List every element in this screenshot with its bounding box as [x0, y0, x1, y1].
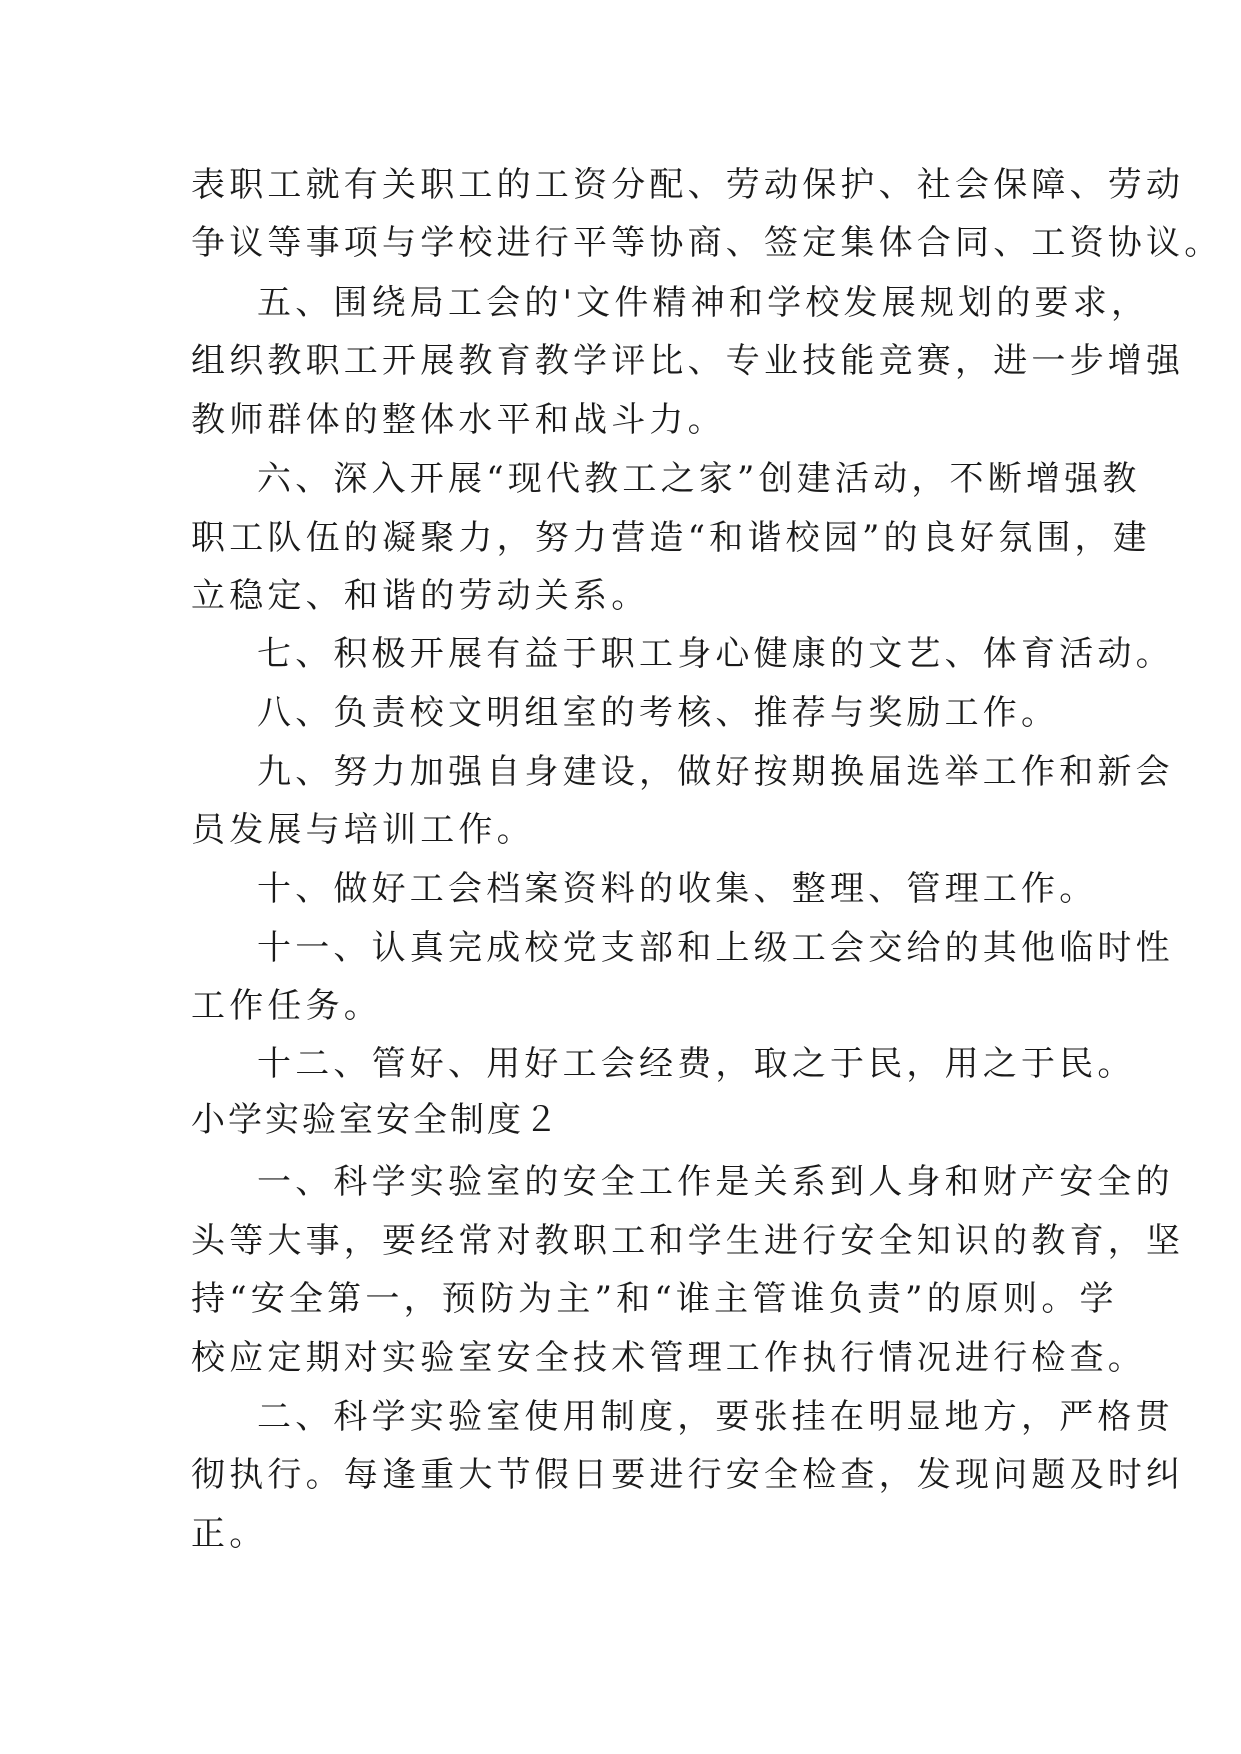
paragraph-line: 五、围绕局工会的'文件精神和学校发展规划的要求，	[257, 283, 1150, 323]
paragraph-line: 组织教职工开展教育教学评比、专业技能竞赛，进一步增强	[191, 341, 1185, 381]
paragraph-line: 二、科学实验室使用制度，要张挂在明显地方，严格贯	[257, 1397, 1174, 1437]
paragraph-line: 职工队伍的凝聚力，努力营造“和谐校园”的良好氛围，建	[191, 518, 1151, 558]
paragraph-line: 头等大事，要经常对教职工和学生进行安全知识的教育，坚	[191, 1221, 1185, 1261]
paragraph-line: 七、积极开展有益于职工身心健康的文艺、体育活动。	[257, 634, 1174, 674]
paragraph-line: 立稳定、和谐的劳动关系。	[191, 576, 650, 616]
paragraph-line: 九、努力加强自身建设，做好按期换届选举工作和新会	[257, 752, 1174, 792]
paragraph-line: 十二、管好、用好工会经费，取之于民，用之于民。	[257, 1044, 1136, 1084]
paragraph-line: 表职工就有关职工的工资分配、劳动保护、社会保障、劳动	[191, 165, 1185, 205]
paragraph-line: 彻执行。每逢重大节假日要进行安全检查，发现问题及时纠	[191, 1455, 1185, 1495]
paragraph-line: 正。	[191, 1514, 268, 1554]
paragraph-line: 教师群体的整体水平和战斗力。	[191, 400, 726, 440]
paragraph-line: 一、科学实验室的安全工作是关系到人身和财产安全的	[257, 1162, 1174, 1202]
paragraph-line: 工作任务。	[191, 986, 382, 1026]
paragraph-line: 员发展与培训工作。	[191, 810, 535, 850]
section-title: 小学实验室安全制度２	[191, 1100, 561, 1140]
paragraph-line: 校应定期对实验室安全技术管理工作执行情况进行检查。	[191, 1338, 1146, 1378]
paragraph-line: 十、做好工会档案资料的收集、整理、管理工作。	[257, 869, 1098, 909]
paragraph-line: 持“安全第一，预防为主”和“谁主管谁负责”的原则。学	[191, 1279, 1118, 1319]
paragraph-line: 六、深入开展“现代教工之家”创建活动，不断增强教	[257, 459, 1141, 499]
paragraph-line: 十一、认真完成校党支部和上级工会交给的其他临时性	[257, 928, 1174, 968]
paragraph-line: 争议等事项与学校进行平等协商、签定集体合同、工资协议。	[191, 223, 1223, 263]
paragraph-line: 八、负责校文明组室的考核、推荐与奖励工作。	[257, 693, 1060, 733]
